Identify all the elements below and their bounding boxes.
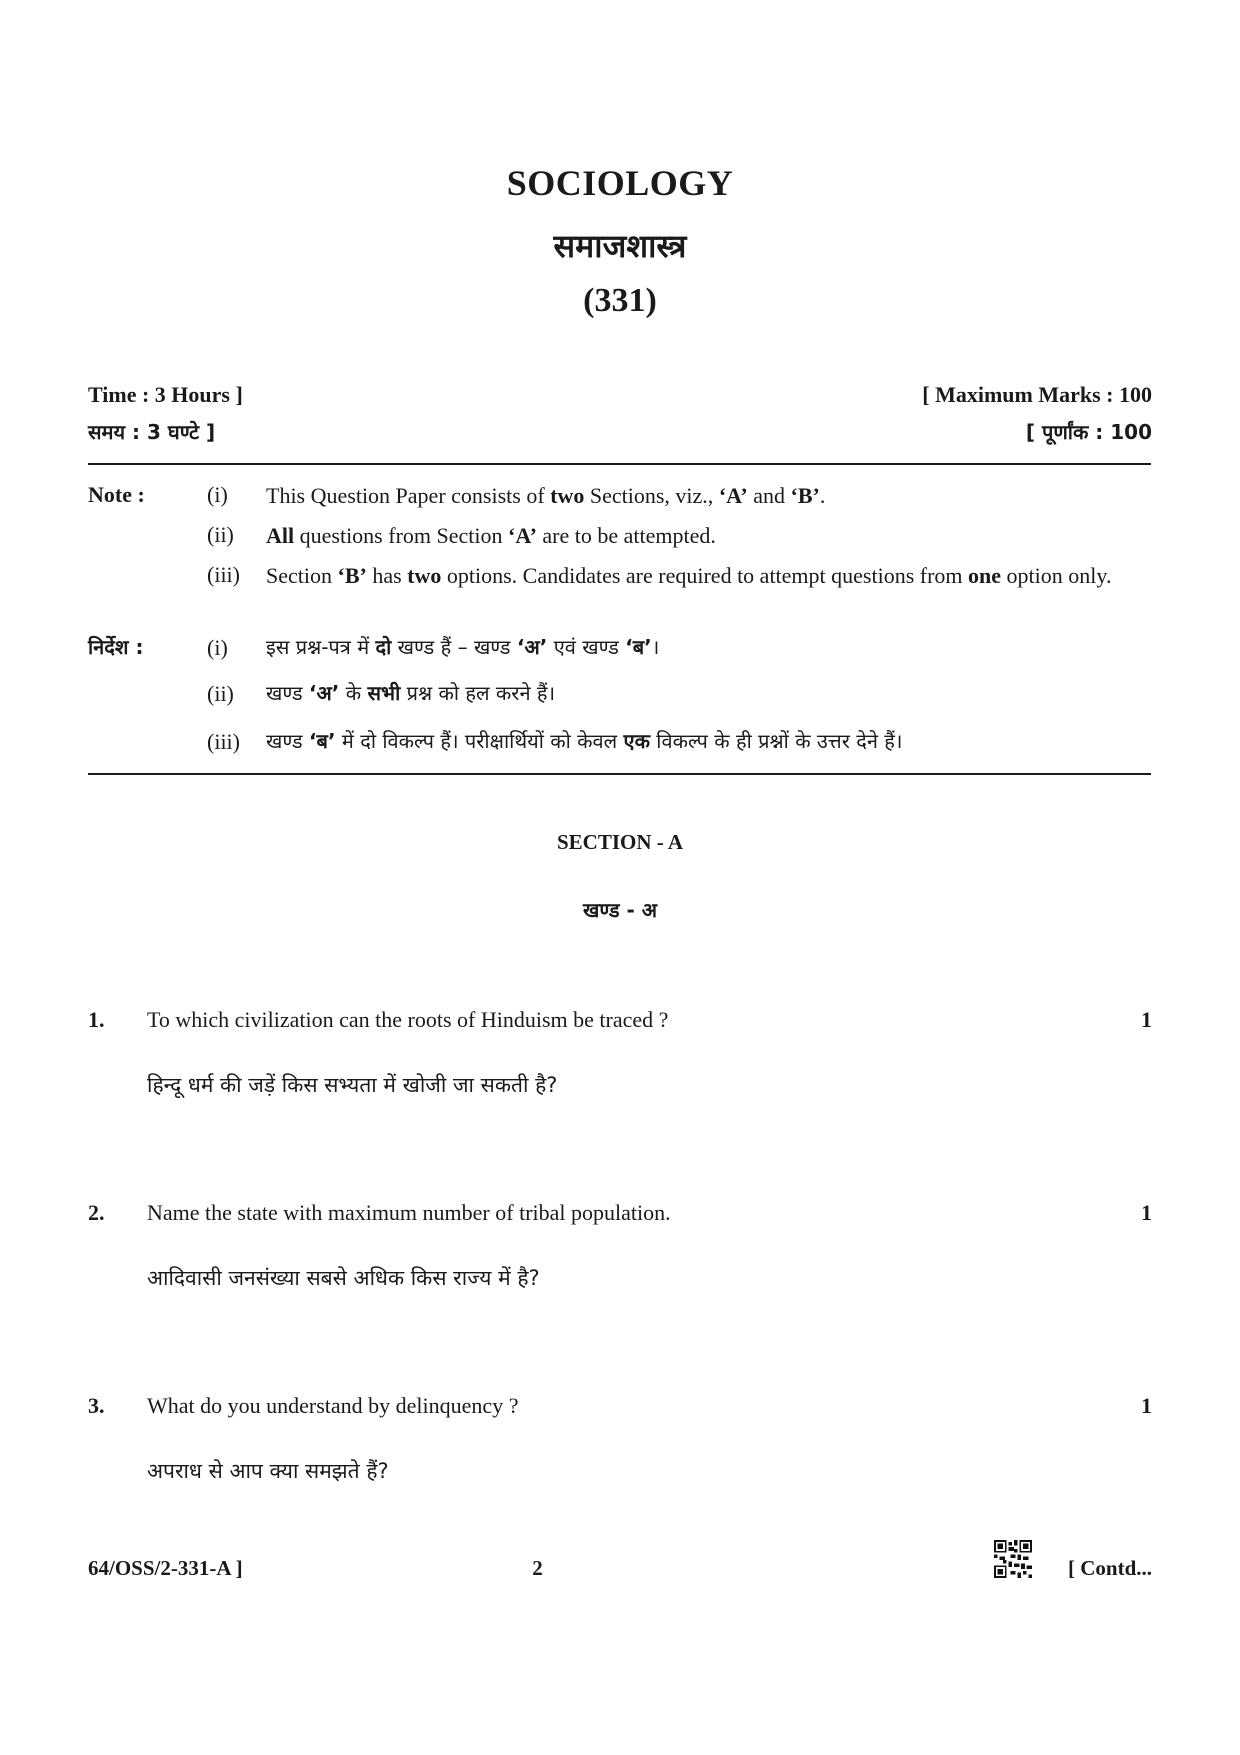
bottom-divider [88, 773, 1151, 775]
section-title-hindi: खण्ड - अ [582, 898, 658, 922]
question-text-english: Name the state with maximum number of tribal population. [147, 1200, 671, 1225]
question-number: 1. [88, 1007, 105, 1032]
max-marks-english: [ Maximum Marks : 100 [922, 382, 1152, 407]
note-number: (iii) [207, 562, 240, 587]
qr-code-icon [994, 1540, 1032, 1578]
note-number: (i) [207, 635, 228, 660]
question-text-hindi: हिन्दू धर्म की जड़ें किस सभ्यता में खोजी जा सकती है? [147, 1073, 558, 1097]
section-title-english: SECTION - A [556, 830, 684, 854]
page-number: 2 [532, 1556, 543, 1580]
note-number: (i) [207, 482, 228, 507]
question-number: 3. [88, 1393, 105, 1418]
question-text-hindi: आदिवासी जनसंख्या सबसे अधिक किस राज्य में है? [147, 1266, 540, 1290]
note-text-hindi: खण्ड ‘ब’ में दो विकल्प हैं। परीक्षार्थियों को केवल एक विकल्प के ही प्रश्नों के उत्तर देने हैं। [266, 729, 903, 753]
note-number: (ii) [207, 522, 234, 547]
question-text-hindi: अपराध से आप क्या समझते हैं? [147, 1459, 389, 1483]
note-number: (ii) [207, 681, 234, 706]
continued-label: [ Contd... [1067, 1556, 1152, 1580]
question-text-english: To which civilization can the roots of Hinduism be traced ? [147, 1007, 669, 1032]
max-marks-hindi: [ पूर्णांक : 100 [1025, 420, 1152, 444]
subject-title-english: SOCIOLOGY [506, 163, 734, 203]
note-text-hindi: इस प्रश्न-पत्र में दो खण्ड हैं – खण्ड ‘अ’ एवं खण्ड ‘ब’। [266, 635, 660, 659]
note-text: All questions from Section ‘A’ are to be attempted. [266, 523, 716, 548]
time-hindi: समय : 3 घण्टे ] [88, 420, 216, 444]
note-number: (iii) [207, 729, 240, 754]
time-english: Time : 3 Hours ] [88, 382, 243, 407]
note-label-hindi: निर्देश : [88, 635, 144, 659]
top-divider [88, 463, 1151, 465]
note-label: Note : [88, 482, 145, 507]
question-text-english: What do you understand by delinquency ? [147, 1393, 519, 1418]
note-text: This Question Paper consists of two Sections, viz., ‘A’ and ‘B’. [266, 483, 826, 508]
subject-code: (331) [583, 282, 657, 319]
subject-title-hindi: समाजशास्त्र [553, 227, 687, 265]
question-marks: 1 [1141, 1200, 1152, 1225]
paper-code: 64/OSS/2-331-A ] [88, 1556, 243, 1580]
note-text-hindi: खण्ड ‘अ’ के सभी प्रश्न को हल करने हैं। [266, 681, 556, 705]
question-number: 2. [88, 1200, 105, 1225]
question-marks: 1 [1141, 1393, 1152, 1418]
question-marks: 1 [1141, 1007, 1152, 1032]
note-text: Section ‘B’ has two options. Candidates are required to attempt questions from one option only. [266, 563, 1112, 588]
